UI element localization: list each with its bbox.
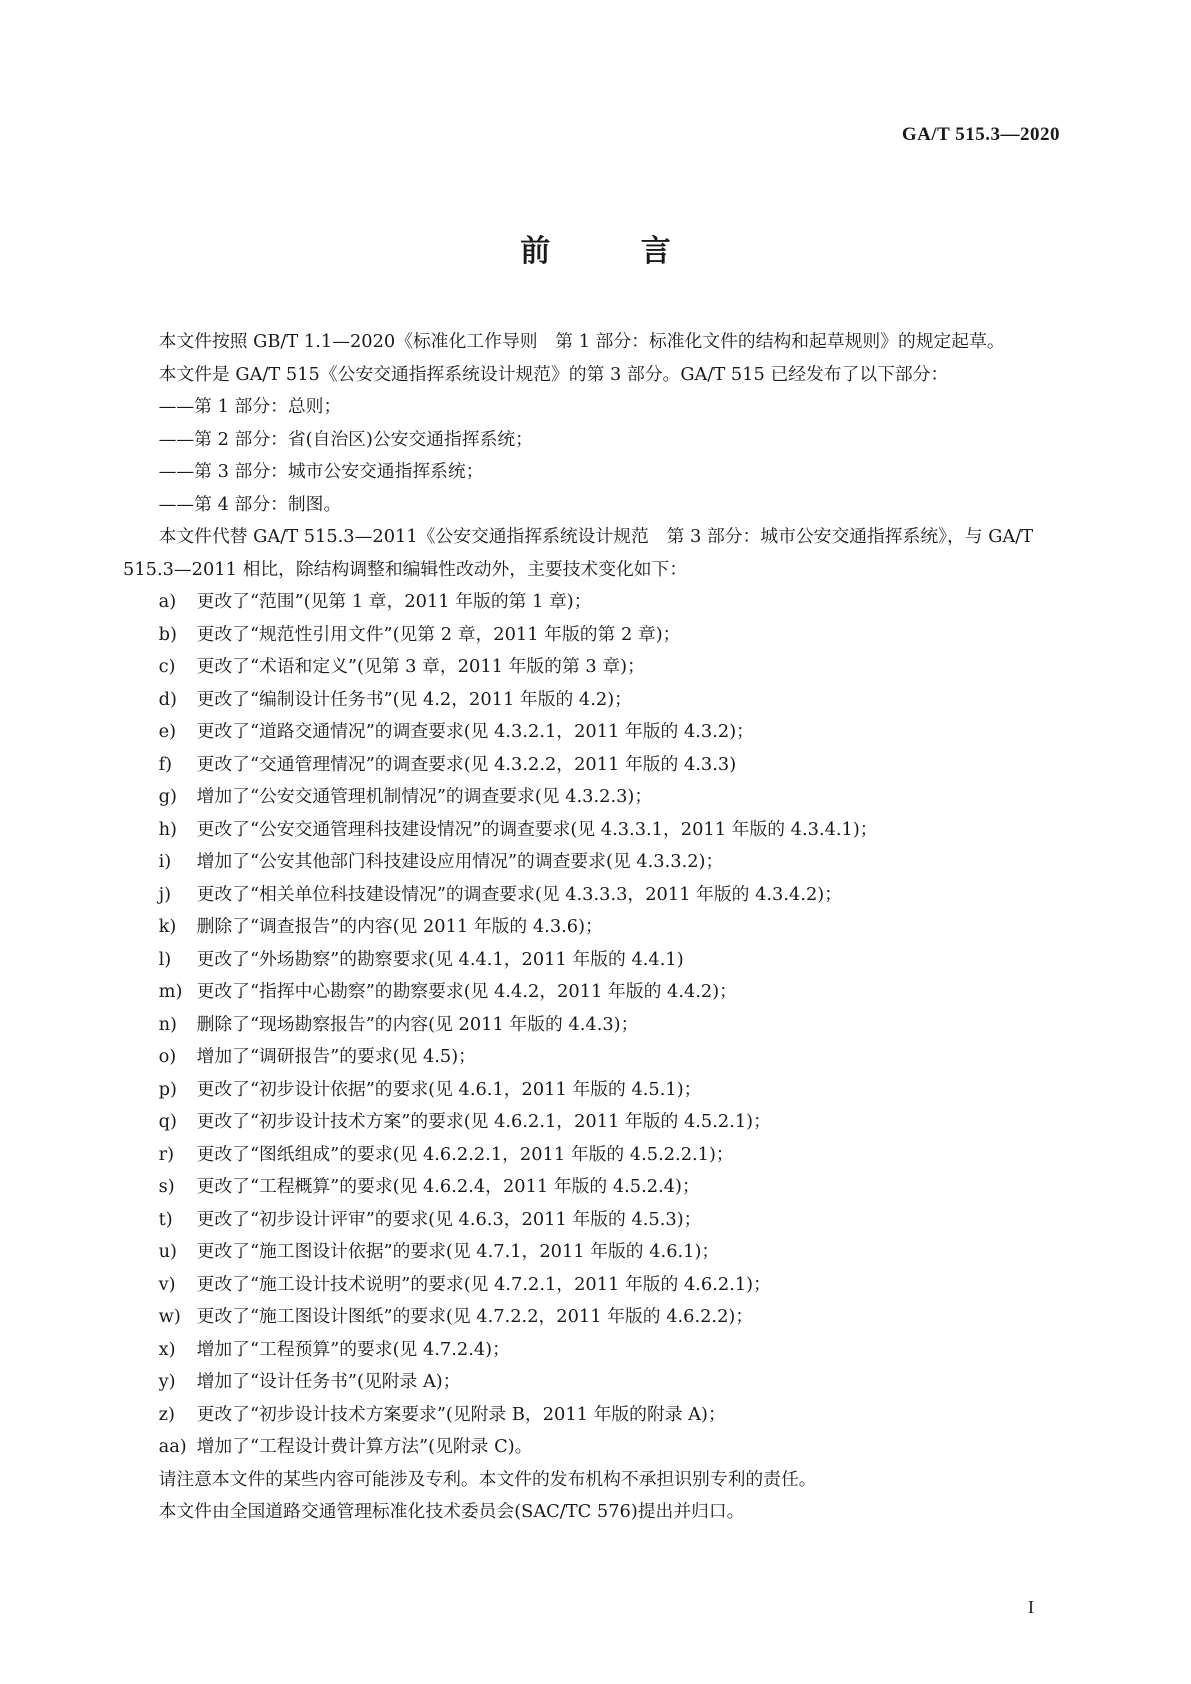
list-item [123,1269,1068,1302]
part-list-item: ——第 4 部分：制图。 [158,493,342,515]
part-list-item: ——第 1 部分：总则； [158,396,342,417]
list-item-marker: u) [158,1241,177,1262]
list-item-marker: r) [158,1143,175,1165]
list-item-text: 更改了“初步设计评审”的要求(见 4.6.3，2011 年版的 4.5.3)； [196,1208,702,1230]
list-item-marker: p) [158,1078,177,1100]
list-item-marker: t) [158,1208,173,1230]
list-item [123,1041,1068,1074]
list-item [123,1366,1068,1399]
list-item-marker: g) [158,786,177,807]
list-item-text: 更改了“初步设计技术方案”的要求(见 4.6.2.1，2011 年版的 4.5.2.1)； [196,1111,771,1132]
paragraph-proposer: 本文件由全国道路交通管理标准化技术委员会(SAC/TC 576)提出并归口。 [158,1501,745,1522]
list-item-marker: h) [158,818,177,840]
list-item-text: 增加了“工程预算”的要求(见 4.7.2.4)； [196,1338,510,1360]
list-item-text: 更改了“规范性引用文件”(见第 2 章，2011 年版的第 2 章)； [196,623,681,645]
list-item-text: 更改了“公安交通管理科技建设情况”的调查要求(见 4.3.3.1，2011 年版的 4.3.4.1)； [196,818,878,840]
paragraph-patent-notice: 请注意本文件的某些内容可能涉及专利。本文件的发布机构不承担识别专利的责任。 [158,1468,817,1490]
list-item [123,1301,1068,1334]
list-item [123,1139,1068,1172]
list-item-text: 更改了“交通管理情况”的调查要求(见 4.3.2.2，2011 年版的 4.3.3) [196,753,737,775]
list-item [123,619,1068,652]
list-item-text: 增加了“工程设计费计算方法”(见附录 C)。 [196,1436,533,1457]
list-item-text: 删除了“现场勘察报告”的内容(见 2011 年版的 4.4.3)； [196,1013,639,1035]
page-title: 前 言 [520,234,711,269]
part-list-item: ——第 3 部分：城市公安交通指挥系统； [158,461,484,482]
list-item-marker: c) [158,656,176,677]
list-item [123,684,1068,717]
list-item-text: 增加了“公安其他部门科技建设应用情况”的调查要求(见 4.3.3.2)； [196,851,724,872]
list-item-text: 更改了“编制设计任务书”(见 4.2，2011 年版的 4.2)； [196,688,632,710]
page-number: I [1028,1597,1034,1617]
list-item [123,1399,1068,1432]
list-item-marker: f) [158,753,173,775]
list-item-text: 更改了“施工设计技术说明”的要求(见 4.7.2.1，2011 年版的 4.6.2.1)； [196,1273,771,1295]
list-item-marker: i) [158,851,172,872]
list-item-marker: j) [158,883,172,905]
list-item [123,651,1068,684]
list-item [123,944,1068,977]
list-item [123,781,1068,814]
list-item-marker: v) [158,1273,176,1295]
list-item-marker: e) [158,721,177,742]
list-item-marker: n) [158,1013,177,1035]
list-item-marker: l) [158,948,172,970]
list-item-marker: b) [158,623,177,645]
list-item [123,586,1068,619]
list-item-marker: a) [158,591,177,612]
list-item [123,1106,1068,1139]
list-item [123,1431,1068,1464]
part-list-item: ——第 2 部分：省(自治区)公安交通指挥系统； [158,428,533,450]
list-item-marker: y) [158,1371,176,1392]
paragraph-series-parts: 本文件是 GA/T 515《公安交通指挥系统设计规范》的第 3 部分。GA/T 515 已经发布了以下部分： [158,363,949,385]
list-item-text: 更改了“工程概算”的要求(见 4.6.2.4，2011 年版的 4.5.2.4)； [196,1176,700,1197]
list-item [123,1334,1068,1367]
list-item [123,716,1068,749]
list-item-text: 更改了“初步设计技术方案要求”(见附录 B，2011 年版的附录 A)； [196,1403,726,1425]
list-item [123,1009,1068,1042]
list-item-marker: k) [158,916,177,937]
list-item-text: 更改了“术语和定义”(见第 3 章，2011 年版的第 3 章)； [196,656,645,677]
list-item-text: 更改了“施工图设计图纸”的要求(见 4.7.2.2，2011 年版的 4.6.2.2)； [196,1306,754,1327]
list-item-text: 更改了“范围”(见第 1 章，2011 年版的第 1 章)； [196,591,592,612]
list-item [123,846,1068,879]
list-item-text: 更改了“道路交通情况”的调查要求(见 4.3.2.1，2011 年版的 4.3.2)； [196,721,754,742]
list-item-text: 更改了“指挥中心勘察”的勘察要求(见 4.4.2，2011 年版的 4.4.2)； [196,981,737,1002]
paragraph-drafting-rules: 本文件按照 GB/T 1.1—2020《标准化工作导则 第 1 部分：标准化文件的结构和起草规则》的规定起草。 [158,331,1005,352]
paragraph-replacement: 本文件代替 GA/T 515.3—2011《公安交通指挥系统设计规范 第 3 部分：城市公安交通指挥系统》，与 GA/T 515.3—2011 相比，除结构调整和编辑性改动外，主要技术变化如下： [123,526,1034,580]
list-item-marker: q) [158,1111,177,1132]
list-item-text: 更改了“初步设计依据”的要求(见 4.6.1，2011 年版的 4.5.1)； [196,1078,702,1100]
list-item [123,1204,1068,1237]
list-item [123,1074,1068,1107]
list-item [123,976,1068,1009]
list-item-text: 更改了“施工图设计依据”的要求(见 4.7.1，2011 年版的 4.6.1)； [196,1241,720,1262]
list-item-text: 增加了“调研报告”的要求(见 4.5)； [196,1046,476,1067]
list-item-marker: m) [158,981,183,1002]
list-item-text: 更改了“图纸组成”的要求(见 4.6.2.2.1，2011 年版的 4.5.2.2.1)； [196,1143,734,1165]
list-item-marker: z) [158,1403,175,1425]
list-item-marker: w) [158,1306,181,1327]
list-item-marker: x) [158,1338,176,1360]
list-item-text: 增加了“公安交通管理机制情况”的调查要求(见 4.3.2.3)； [196,786,653,807]
list-item [123,879,1068,912]
foreword-body [123,326,1068,1529]
list-item-text: 增加了“设计任务书”(见附录 A)； [196,1371,461,1392]
list-item-text: 删除了“调查报告”的内容(见 2011 年版的 4.3.6)； [196,916,603,937]
list-item-marker: aa) [158,1436,187,1457]
list-item-marker: o) [158,1046,177,1067]
standard-code: GA/T 515.3—2020 [901,124,1060,145]
list-item [123,1171,1068,1204]
list-item [123,911,1068,944]
list-item-marker: d) [158,688,177,710]
list-item-marker: s) [158,1176,175,1197]
list-item-text: 更改了“相关单位科技建设情况”的调查要求(见 4.3.3.3，2011 年版的 4.3.4.2)； [196,883,843,905]
changes-list [123,586,1068,1464]
list-item [123,1236,1068,1269]
list-item [123,814,1068,847]
list-item-text: 更改了“外场勘察”的勘察要求(见 4.4.1，2011 年版的 4.4.1) [196,948,684,970]
list-item [123,749,1068,782]
